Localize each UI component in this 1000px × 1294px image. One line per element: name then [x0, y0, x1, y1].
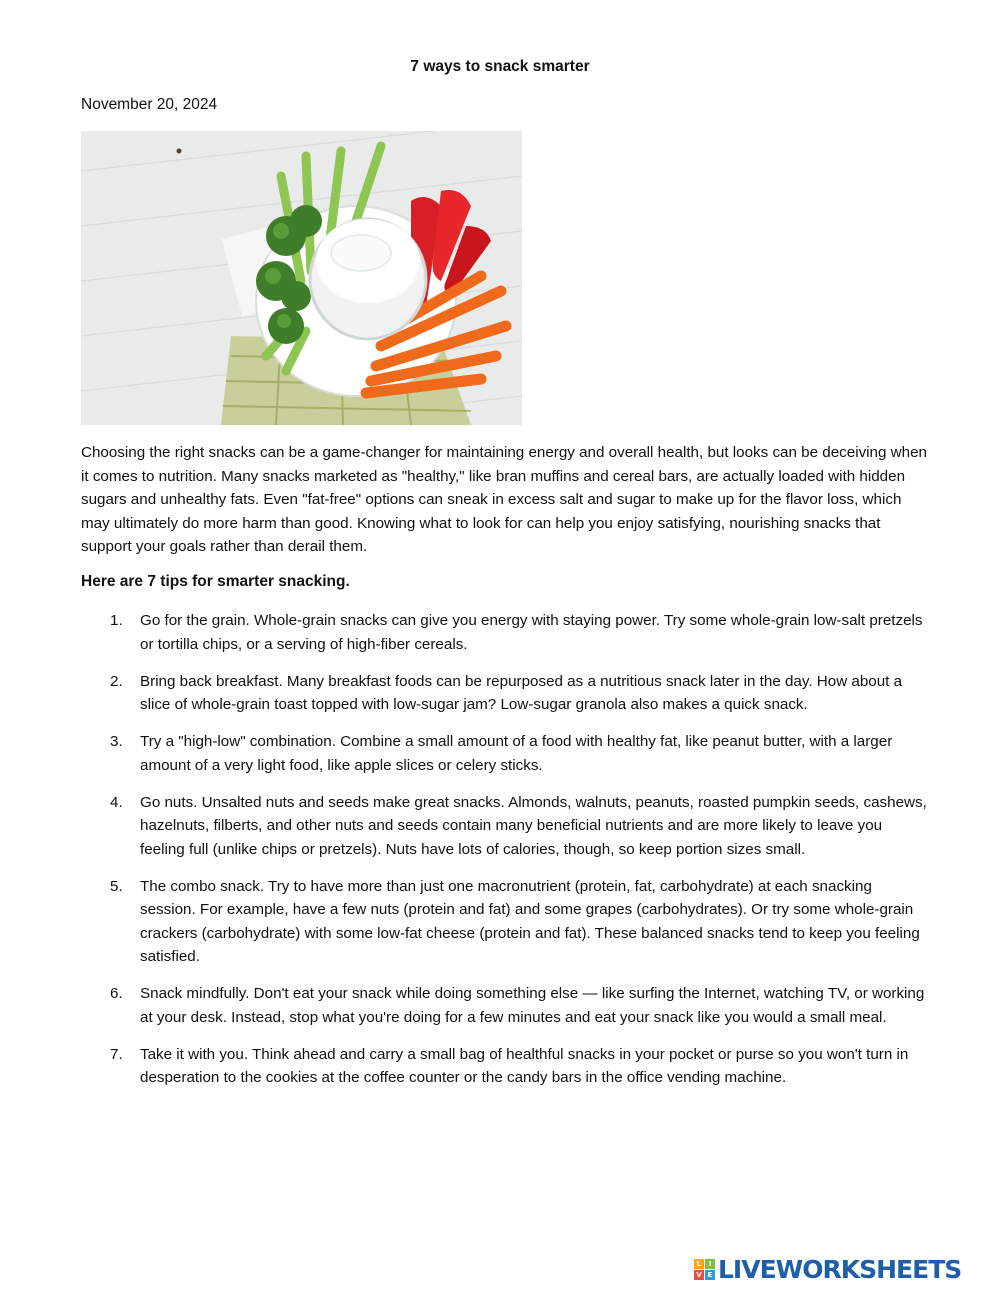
list-item — [81, 730, 931, 777]
list-item-text: Go nuts. Unsalted nuts and seeds make great snacks. Almonds, walnuts, peanuts, roasted pumpkin seeds, cashews, hazelnuts, filberts, and other nuts and seeds contain many beneficial nutrients and are more likely to leave you feeling full (unlike chips or pretzels). Nuts have lots of calories, though, so keep portion sizes small. — [140, 793, 927, 858]
list-item-text: Snack mindfully. Don't eat your snack while doing something else — like surfing the Internet, watching TV, or working at your desk. Instead, stop what you're doing for a few minutes and eat your snack like you would a small meal. — [140, 985, 925, 1026]
list-item-text: Go for the grain. Whole-grain snacks can give you energy with staying power. Try some whole-grain low-salt pretzels or tortilla chips, or a serving of high-fiber cereals. — [140, 612, 923, 653]
veggie-snack-photo — [81, 131, 522, 425]
list-item-number: 7. — [110, 1045, 123, 1063]
publish-date: November 20, 2024 — [81, 96, 218, 113]
list-item — [81, 875, 931, 969]
list-item — [81, 609, 931, 656]
logo-block: L — [694, 1259, 704, 1269]
list-item — [81, 1043, 931, 1090]
list-item-number: 6. — [110, 985, 123, 1002]
logo-block: V — [694, 1270, 704, 1280]
list-item-text: The combo snack. Try to have more than just one macronutrient (protein, fat, carbohydrate) at each snacking session. For example, have a few nuts (protein and fat) and some grapes (carbohydrates). Or try some whole-grain crackers (carbohydrate) with some low-fat cheese (protein and fat). These balanced snacks tend to keep you feeling satisfied. — [140, 877, 920, 965]
list-item-number: 4. — [110, 793, 123, 811]
list-item-text: Try a "high-low" combination. Combine a small amount of a food with healthy fat, like peanut butter, with a larger amount of a very light food, like apple slices or celery sticks. — [140, 733, 893, 774]
list-item — [81, 670, 931, 717]
tips-list — [81, 609, 931, 1103]
list-item-number: 2. — [110, 672, 123, 690]
page-title: 7 ways to snack smarter — [410, 58, 590, 75]
list-item-number: 5. — [110, 877, 123, 895]
liveworksheets-logo[interactable] — [694, 1254, 961, 1284]
list-item-number: 1. — [110, 612, 123, 629]
intro-paragraph: Choosing the right snacks can be a game-changer for maintaining energy and overall health, but looks can be deceiving when it comes to nutrition. Many snacks marketed as "healthy," like bran muffins and cereal bars, are actually loaded with hidden sugars and unhealthy fats. Even "fat-free" options can sneak in excess salt and sugar to make up for the flavor loss, which may ultimately do more harm than good. Knowing what to look for can help you enjoy satisfying, nourishing snacks that support your goals rather than derail them. — [81, 444, 927, 555]
list-item — [81, 982, 931, 1029]
logo-block: I — [705, 1259, 715, 1269]
list-item-number: 3. — [110, 733, 123, 750]
tips-heading: Here are 7 tips for smarter snacking. — [81, 573, 350, 590]
logo-text: LIVEWORKSHEETS — [718, 1254, 962, 1284]
logo-block: E — [705, 1270, 715, 1280]
list-item-text: Bring back breakfast. Many breakfast foods can be repurposed as a nutritious snack later in the day. How about a slice of whole-grain toast topped with low-sugar jam? Low-sugar granola also makes a quick snack. — [140, 672, 903, 713]
list-item-text: Take it with you. Think ahead and carry a small bag of healthful snacks in your pocket or purse so you won't turn in desperation to the cookies at the coffee counter or the candy bars in the office vending machine. — [140, 1045, 909, 1086]
logo-blocks-icon — [694, 1259, 715, 1280]
list-item — [81, 791, 931, 862]
